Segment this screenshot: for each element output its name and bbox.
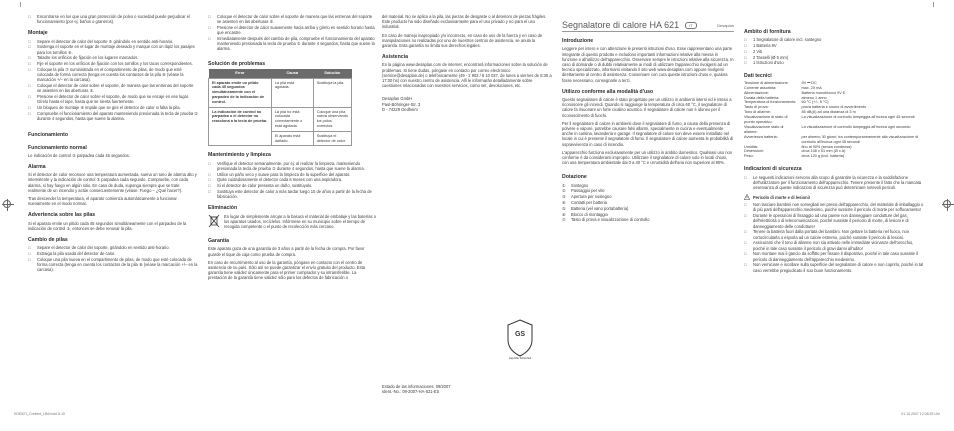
table-cell: 85 dB(A) ad una distanza di 3 m (801, 110, 856, 115)
table-cell: 60 °C (+/– 5 °C) (801, 100, 829, 105)
list-item: □ Fije el soporte en los orificios de fijación con los tornillos y los tacos correspondientes. (28, 61, 198, 66)
table-cell: almeno 1 anno (801, 95, 827, 100)
intro-list (28, 14, 198, 24)
heading-dotazione: Dotazione (562, 174, 587, 181)
crop-mark-left (14, 2, 21, 7)
language-badge: IT (685, 22, 697, 29)
paragraph: Questo segnalatore di calore è stato progettato per un utilizzo in ambienti interni ed è inteso a riconoscere gli incendi. Quando si raggiunge la temperatura di circa 60 °C, il segnalatore di calore fa risuonare un forte cicalino acustico. Il segnalatore di calore non è idoneo per il riconoscimento di fuochi. (562, 97, 732, 118)
heading-dati-tecnici: Dati tecnici (744, 72, 772, 79)
list-item: □ Tenere la batteria fuori dalla portata dei bambini. Non gettare la batteria nel fuoco, non cortocircuitarla o esporla ad un calore estremo, poiché sussiste il pericolo di lesioni. (744, 229, 924, 239)
table-cell: Batteria monoblocco 9V E (801, 90, 846, 95)
column-5-italian (744, 30, 924, 273)
list-item: ② Passaggio per vite (562, 188, 605, 194)
table-row (209, 78, 352, 107)
info-footer (382, 384, 451, 394)
table-header: Error (209, 69, 272, 78)
danger-title: Pericolo di morte e di lesioni! (753, 194, 811, 200)
footer-right: 01.10.2007 12:08:29 Uhr (901, 412, 940, 416)
safety-list (744, 202, 924, 273)
paragraph: En la página www.desaplan.com de internet, encontrará informaciones sobre la solución de problemas. Si tiene dudas, póngase en contacto por correo electrónico (service@desaplan.de) o telefónicamente (49 - 2 902 / 8 10 027, de lunes a viernes de 8:30 a 17:00 hs) con nuestro centro de asistencia. Allí le informarán detalladamente sobre cuestiones relacionadas con nuestros servicios, como ser, devoluciones, etc. (382, 62, 552, 89)
column-4-italian (562, 22, 734, 223)
list-item: □ Coloque la pila ⑦ suministrada en el compartimento de pilas, de modo que esté colocada de forma correcta (tenga en cuenta los contactos de la pila ⑧ (véase la marcación +/– en la carcasa). (28, 67, 198, 83)
heading-asistencia: Asistencia (382, 54, 408, 61)
warning-triangle-icon (744, 194, 750, 200)
table-cell: La indicación de control no parpadea o el detector no reacciona a la tecla de prueba. (209, 107, 272, 146)
troubleshooting-table (208, 69, 352, 147)
paragraph: Este aparato goza de una garantía de 3 años a partir de la fecha de compra. Por favor guarde el tique de caja como prueba de compra. (208, 246, 365, 257)
paragraph: En lugar de simplemente arrojar a la basura el material de embalaje y las baterías o los aparatos usados, recíclelos. Infórmese en su municipio sobre el tiempo de recogida competente o el punto de recolección más cercano. (224, 213, 377, 229)
list-item: ① Sostegno (562, 182, 589, 188)
list-item: □ Presione el detector de calor suavemente hacia arriba y gírelo en sentido horario hasta que encastre. (208, 25, 376, 35)
registration-mark-right (943, 200, 951, 208)
table-cell: La pila no está colocada correctamente o está agotada. (271, 107, 313, 131)
scope-list (744, 37, 924, 65)
montaje-list (28, 39, 198, 122)
crossed-bin-icon (208, 214, 220, 228)
heading-utilizzo: Utilizzo conforme alla modalità d'uso (562, 88, 654, 95)
paragraph: Si el detector de calor reconoce una temperatura aumentada, suena un tono de alarma alto y intermitente y la indicación de control ③ parpadea cada segundo. Compruebe, con cada alarma, si hay fuego en algún sitio. En caso de duda, suponga siempre que se trate realmente de un incendio y actúe consecuentemente (véase: Fuego – ¿Qué hacer?). (28, 172, 197, 193)
table-row (209, 107, 352, 131)
paragraph: Le indicación de control ③ parpadea cada 45 segundos. (28, 152, 130, 158)
table-header: Solución (313, 69, 351, 78)
table-row (744, 115, 924, 125)
table-cell: circa 120 g (incl. batteria) (801, 154, 845, 159)
paragraph: Tras descender la temperatura, el aparato comienza automáticamente a funcionar nuevamente en el modo normal. (28, 196, 177, 207)
table-header-row (209, 69, 352, 78)
table-cell: Dimensioni: (744, 149, 764, 154)
heading-eliminacion: Eliminación (208, 205, 238, 212)
list-item: □ Coloque el detector de calor sobre el soporte, de manera que las entrenas del soporte se asienten en las aberturas ⑤. (28, 83, 198, 93)
list-item: □ Inmediatamente después del cambio de pila, compruebe el funcionamiento del aparato manteniendo presionada la tecla de prueba ② durante 4 segundos, hasta que suene la alarma. (208, 36, 376, 52)
safety-intro-list (744, 175, 924, 191)
paragraph: Per il segnalatore di calore in ambienti dove il segnalatore di fumo, a causa della presenza di polvere e vapore, potrebbe causare falsi allarmi, specialmente in cucina e eventualmente anche in cantina, lavanderia e garage. Il segnalatore di calore non deve essere installato nel locale in cui è presente il segnalatore di fumo. Il segnalatore di calore aumenta le probabilità di sopravvivenza in caso di incendio. (562, 120, 734, 147)
list-item: □ Non lasciare bambini non sorvegliati nei pressi dell'apparecchio, del materiale di imballaggio o di più parti dell'apparecchio medesimo, poiché sussiste il pericolo di morte per soffocamento! (744, 202, 924, 212)
table-cell: Visualizzazione stato di allarme: (744, 124, 784, 134)
heading-advertencia-pilas: Advertencia sobre las pilas (28, 212, 96, 219)
disposal-row (208, 214, 376, 233)
list-item: □ Le seguenti indicazioni servono alla scopo di garantire la sicurezza e la soddisfazione dell'utilizzatore per il funzionamento dell'apparecchio. Tenere presente il fatto che la mancata osservanza di queste indicazioni di sicurezza può determinare notevoli pericoli. (744, 175, 924, 191)
title-row (562, 22, 734, 32)
list-item: □ Non montare mai il gancio da soffitto per fissare il dispositivo, poiché in tale caso sussiste il pericolo di danneggiamento dell'apparecchio medesimo. (744, 251, 924, 261)
heading-ambito-fornitura: Ambito di fornitura (744, 29, 791, 35)
change-list (28, 245, 198, 272)
footer-left: KDE621_Content_LB5.indd 8-10 (14, 412, 65, 416)
table-cell: max. 20 mA (801, 85, 822, 90)
table-cell: Sustituya la pila. (313, 78, 351, 107)
list-item: □ Separe el detector de calor del soporte ⑤ girándolo en sentido anti-horario. (28, 39, 198, 44)
table-cell: per almeno 30 giorni; tra contemporaneamente alla visualizzazione di controllo all'incirca ogni 45 secondi (801, 134, 919, 144)
list-item: □ Utilice un paño seco y suave para la limpieza de la superficie del aparato. (208, 172, 376, 177)
street: Paul-Böhringer-Str. 3 (382, 101, 421, 107)
list-item: □ 2 Viti (744, 49, 924, 54)
table-cell: Coloque una pila nueva observando los polos correctos. (313, 107, 351, 131)
heading-introduzione: Introduzione (562, 38, 594, 45)
list-item: □ Presione el detector de calor sobre el soporte, de modo que se encaje en ese lugar. Gírelo hasta el tope, hasta que se sienta fuertemente. (28, 94, 198, 104)
table-cell: La visualizzazione di controllo lampeggia all'incirca ogni secondo (801, 124, 911, 129)
column-2-spanish (208, 14, 376, 284)
tech-data-table (744, 81, 924, 160)
table-cell: prova batteria e suono di avvertimento (801, 105, 867, 110)
paragraph: del material. No se aplica a la pila, las piezas de desgaste o al deterioro de piezas frágiles. Este producto ha sido diseñado exclusivamente para el uso privado y no para el uso industrial. (382, 14, 547, 30)
table-row (744, 125, 924, 135)
table-cell: fino al 90% (senza condensa) (801, 144, 852, 149)
list-item: □ Taladre los orificios de fijación en los lugares marcados. (28, 55, 198, 60)
svg-text:GS: GS (514, 331, 526, 338)
list-item: □ Verifique el detector semanalmente, por ej. al realizar la limpieza, manteniendo presionada la tecla de prueba ② durante 4 segundos, hasta que suene la alarma. (208, 161, 376, 171)
maint-list (208, 161, 376, 200)
list-item: ⑥ Blocco di montaggio (562, 211, 608, 217)
table-row (744, 154, 924, 159)
list-item: □ Si el detector de calor presenta un daño, sustitúyalo. (208, 183, 376, 188)
battery-continue-list (208, 14, 376, 52)
gs-certification-icon (505, 318, 535, 360)
table-cell: Avvertenza batteria: (744, 134, 778, 139)
table-cell: Temperatura di funzionamento: (744, 100, 797, 105)
heading-alarma: Alarma (28, 164, 46, 171)
table-cell: Sustituya el detector de calor. (313, 131, 351, 146)
list-item: □ 2 Tasselli (Ø 5 mm) (744, 55, 924, 60)
list-item: □ Assicurarsi che il tono di allarme non sia attivato nelle immediate vicinanze dell'orecchio, poiché in tale caso sussiste il pericolo di gravi danni all'udito! (744, 240, 924, 250)
heading-montaje: Montaje (28, 30, 48, 37)
address-block (382, 96, 552, 112)
list-item: □ Extraiga la pila usada del detector de calor. (28, 251, 198, 256)
heading-sicurezza: Indicazioni di sicurezza (744, 166, 802, 173)
list-item: □ Coloque el detector de calor sobre el soporte de manera que las entrenas del soporte se asienten en las aberturas ⑤. (208, 14, 376, 24)
heading-solucion-problemas: Solución de problemas (208, 60, 266, 67)
list-item: □ Coloque una pila nueva en el compartimento de pilas, de modo que esté colocada de forma correcta (tenga en cuenta los contactos de la pila ⑧ (véase la marcación +/– en la carcasa). (28, 257, 198, 273)
company-name: Desaplan GmbH (382, 96, 413, 102)
ident-number: Ident.-No.: 09-2007-HA-621-ES (382, 389, 440, 395)
table-cell: La pila está agotada. (271, 78, 313, 107)
table-cell: Corrente assorbita: (744, 85, 777, 90)
list-item: □ Non verniciare e incollare sulla superficie del segnalatore di calore e non coprirlo, poiché in tal caso verrebbe pregiudicato il suo buon funzionamento. (744, 262, 924, 272)
table-cell: Visualizzazione di stato di pronto operativo: (744, 115, 788, 125)
paragraph: Si el aparato emite un pitido cada 45 segundos simultáneamente con el parpadeo de la indicación de control ③, entonces se debe renovar la pila. (28, 220, 187, 231)
list-item: □ 1 Batteria 9V (744, 43, 924, 48)
danger-heading (744, 194, 924, 200)
list-item: ③ Apertura per sostegno (562, 194, 612, 200)
list-item: □ Sustituya este detector de calor a más tardar luego 10 de años a partir de la fecha de fabricación. (208, 189, 376, 199)
list-item: □ Encontrarse en los que una gran protección de polvo o suciedad puede perjudicar el funcionamiento (por ej. baños o graneros). (28, 14, 198, 24)
paragraph: En caso de manejo inapropiado y/o incorrecto, en caso de uso de la fuerza y en caso de manipulaciones no realizadas por uno de nuestros centros de asistencia, se anula la garantía. Esta garantía no limita sus derechos legales. (382, 32, 543, 49)
list-item: □ Durante le operazioni di fissaggio ad una parete non danneggiare condutture del gas, dell'elettricità o di telecomunicazioni, poiché sussiste il pericolo di morte, di lesioni e di danneggiamento delle condutture! (744, 213, 924, 229)
list-item: ④ Contatti per batteria (562, 200, 607, 206)
cert-caption: Geprüfte Sicherheit (508, 357, 532, 360)
list-item: ⑦ Tasto di prova e visualizzazione di controllo (562, 217, 650, 223)
table-cell: circa 108 x 51 mm (Ø x A) (801, 149, 846, 154)
city: D - 74229 Oedheim (382, 106, 418, 112)
brand-label: Desaplan (717, 23, 734, 28)
table-cell: Umidità: (744, 144, 758, 149)
list-item: □ 1 Segnalatore di calore incl. sostegno (744, 37, 924, 42)
supply-list (562, 183, 734, 223)
heading-cambio-pilas: Cambio de pilas (28, 237, 68, 244)
table-cell: Tono di allarme: (744, 110, 771, 115)
table-cell: Peso: (744, 154, 754, 159)
list-item: ⑤ Batteria (vel vano portabatteria) (562, 205, 629, 211)
table-row (744, 135, 924, 145)
table-cell: La visualizzazione di controllo lampeggia all'incirca ogni 45 secondi (801, 115, 915, 120)
table-cell: Alimentazione: (744, 90, 769, 95)
list-item: □ Separe el detector de calor del soporte, girándolo en sentido anti-horario. (28, 245, 198, 250)
table-header: Causa (271, 69, 313, 78)
column-1-spanish (28, 14, 198, 273)
table-cell: El aparato está dañado. (271, 131, 313, 146)
registration-mark-left (3, 200, 11, 208)
table-cell: Durata della batteria: (744, 95, 780, 100)
heading-funcionamiento-normal: Funcionamiento normal (28, 144, 87, 151)
paragraph: En caso de recurrimiento al uso de la garantía, póngase en contacto con el centro de asistencia de su país. Sólo así se puede garantizar el envío gratuito del producto. Esta garantía tiene validez únicamente para el primer comprador y su intransferible. La prestación de la garantía tiene validez sólo para los defectos de fabricación o (208, 259, 366, 281)
table-cell: Tensione di alimentazione: (744, 80, 789, 85)
table-cell: 9V ⎓ DC (801, 80, 817, 85)
heading-garantia: Garantía (208, 238, 230, 245)
heading-funcionamiento: Funcionamiento (28, 132, 69, 139)
list-item: □ Quite cuidadosamente el detector cada 6 meses con una aspiradora. (208, 177, 376, 182)
list-item: □ 1 Istruzioni d'uso (744, 60, 924, 65)
heading-mantenimiento: Mantenimiento y limpieza (208, 152, 271, 159)
product-title: Segnalatore di calore HA 621 (562, 20, 680, 30)
paragraph: Leggere per intero e con attenzione le presenti istruzioni d'uso. Esse rappresentano una parte integrante di questo prodotto e includono importanti informazioni relative alla messa in funzione e all'utilizzo dell'apparecchio. Osservare sempre le istruzioni relative alla sicurezza. In caso di domande o di dubbi relativamente ai modi di utilizzare l'apparecchio rivolgersi ad un tecnico specializzato, informarsi visitando il sito web www.desaplan.com oppure rivolgersi direttamente al centro di assistenza. Conservare con cura queste istruzioni d'uso e, qualora fosse necessario, consegnarle a terzi. (562, 46, 734, 83)
date-info: Estado de las informaciones: 09/2007 (382, 384, 451, 389)
table-cell: Tasto di prova: (744, 105, 769, 110)
list-item: □ Sostenga el soporte en el lugar de montaje deseado y marque con un lápiz los pasajes para los tornillos ⑥. (28, 44, 198, 54)
table-cell: El aparato emite un pitido cada 45 segundos simultáneamente con el parpadeo de la indicación de control. (209, 78, 272, 107)
crop-mark-right (933, 2, 940, 7)
paragraph: L'apparecchio funziona esclusivamente per un utilizzo in ambito domestico. Qualsiasi uso non conforme è da considerarsi improprio. Utilizzare il segnalatore di calore solo in locali chiusi, con una temperatura ambientale dai 0 a 40 °C e un'umidità dell'aria non superiore al 90%. (562, 149, 733, 166)
list-item: □ Un bloqueo de montaje ⑨ impide que se gire el detector de calor si falta la pila. (28, 105, 198, 110)
list-item: □ Compruebe el funcionamiento del aparato manteniendo presionada la tecla de prueba ② durante 4 segundos, hasta que suene la alarma. (28, 111, 198, 121)
